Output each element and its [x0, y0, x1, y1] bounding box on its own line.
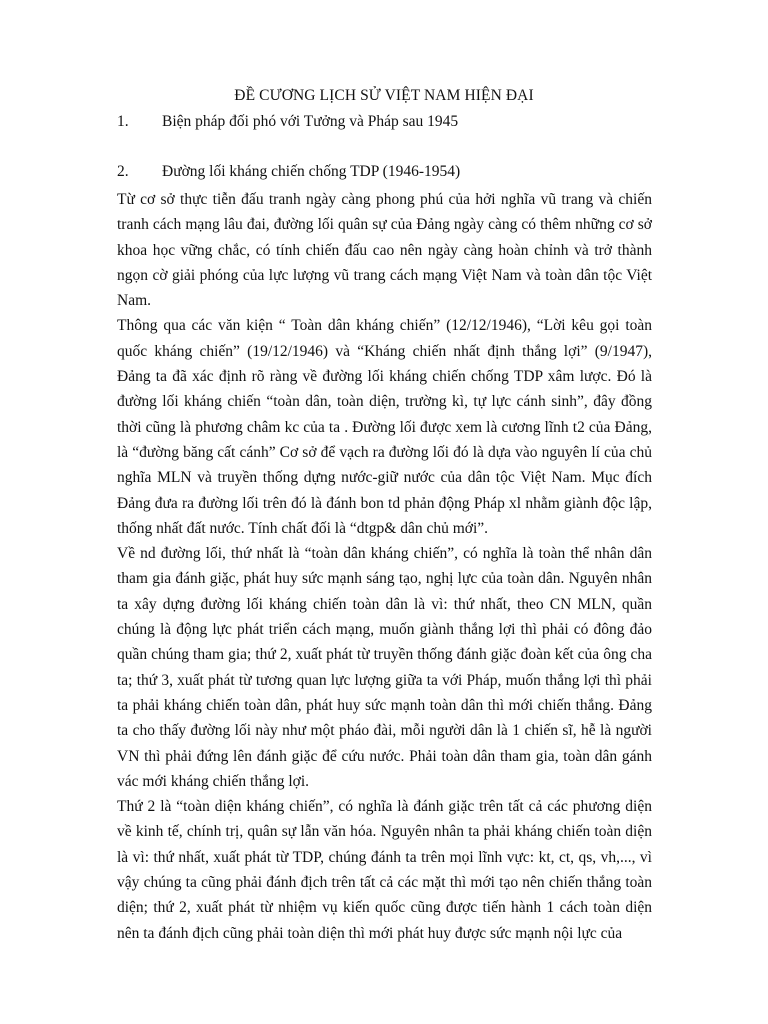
paragraph: Về nd đường lối, thứ nhất là “toàn dân kháng chiến”, có nghĩa là toàn thể nhân dân tham gia đánh giặc, phát huy sức mạnh sáng tạo, nghị lực của toàn dân. Nguyên nhân ta xây dựng đường lối kháng chiến toàn dân là vì: thứ nhất, theo CN MLN, quần chúng là động lực phát triển cách mạng, muốn giành thắng lợi thì phải có đông đảo quần chúng tham gia; thứ 2, xuất phát từ truyền thống đánh giặc đoàn kết của ông cha ta; thứ 3, xuất phát từ tương quan lực lượng giữa ta với Pháp, muốn thắng lợi thì phải ta phải kháng chiến toàn dân, phát huy sức mạnh toàn dân thì mới chiến thắng. Đảng ta cho thấy đường lối này như một pháo đài, mỗi người dân là 1 chiến sĩ, hễ là người VN thì phải đứng lên đánh giặc để cứu nước. Phải toàn dân tham gia, toàn dân gánh vác mới kháng chiến thắng lợi.: [117, 545, 652, 790]
numbered-heading-1: [117, 112, 657, 132]
paragraph: Thứ 2 là “toàn diện kháng chiến”, có nghĩa là đánh giặc trên tất cả các phương diện về kinh tế, chính trị, quân sự lẫn văn hóa. Nguyên nhân ta phải kháng chiến toàn diện là vì: thứ nhất, xuất phát từ TDP, chúng đánh ta trên mọi lĩnh vực: kt, ct, qs, vh,..., vì vậy chúng ta cũng phải đánh địch trên tất cả các mặt thì mới tạo nên chiến thắng toàn diện; thứ 2, xuất phát từ nhiệm vụ kiến quốc cũng được tiến hành 1 cách toàn diện nên ta đánh địch cũng phải toàn diện thì mới phát huy được sức mạnh nội lực của: [117, 798, 652, 942]
document-body: [117, 187, 652, 946]
paragraph: Từ cơ sở thực tiễn đấu tranh ngày càng phong phú của hởi nghĩa vũ trang và chiến tranh cách mạng lâu đai, đường lối quân sự của Đảng ngày càng có thêm những cơ sở khoa học vững chắc, có tính chiến đấu cao nên ngày càng hoàn chỉnh và trở thành ngọn cờ giải phóng của lực lượng vũ trang cách mạng Việt Nam và toàn dân tộc Việt Nam.: [117, 191, 652, 310]
paragraph: Thông qua các văn kiện “ Toàn dân kháng chiến” (12/12/1946), “Lời kêu gọi toàn quốc kháng chiến” (19/12/1946) và “Kháng chiến nhất định thắng lợi” (9/1947), Đảng ta đã xác định rõ ràng về đường lối kháng chiến chống TDP xâm lược. Đó là đường lối kháng chiến “toàn dân, toàn diện, trường kì, tự lực cánh sinh”, đây đồng thời cũng là phương châm kc của ta . Đường lối được xem là cương lĩnh t2 của Đảng, là “đường băng cất cánh” Cơ sở để vạch ra đường lối đó là dựa vào nguyên lí của chủ nghĩa MLN và truyền thống dựng nước-giữ nước của dân tộc Việt Nam. Mục đích Đảng đưa ra đường lối trên đó là đánh bon td phản động Pháp xl nhằm giành độc lập, thống nhất đất nước. Tính chất đối là “dtgp& dân chủ mới”.: [117, 317, 652, 537]
item-text: Đường lối kháng chiến chống TDP (1946-1954): [162, 163, 461, 180]
document-title: ĐỀ CƯƠNG LỊCH SỬ VIỆT NAM HIỆN ĐẠI: [234, 87, 534, 104]
item-text: Biện pháp đối phó với Tưởng và Pháp sau 1945: [162, 113, 459, 130]
item-number: 2.: [117, 163, 129, 180]
item-number: 1.: [117, 113, 129, 130]
numbered-heading-2: [117, 162, 657, 182]
